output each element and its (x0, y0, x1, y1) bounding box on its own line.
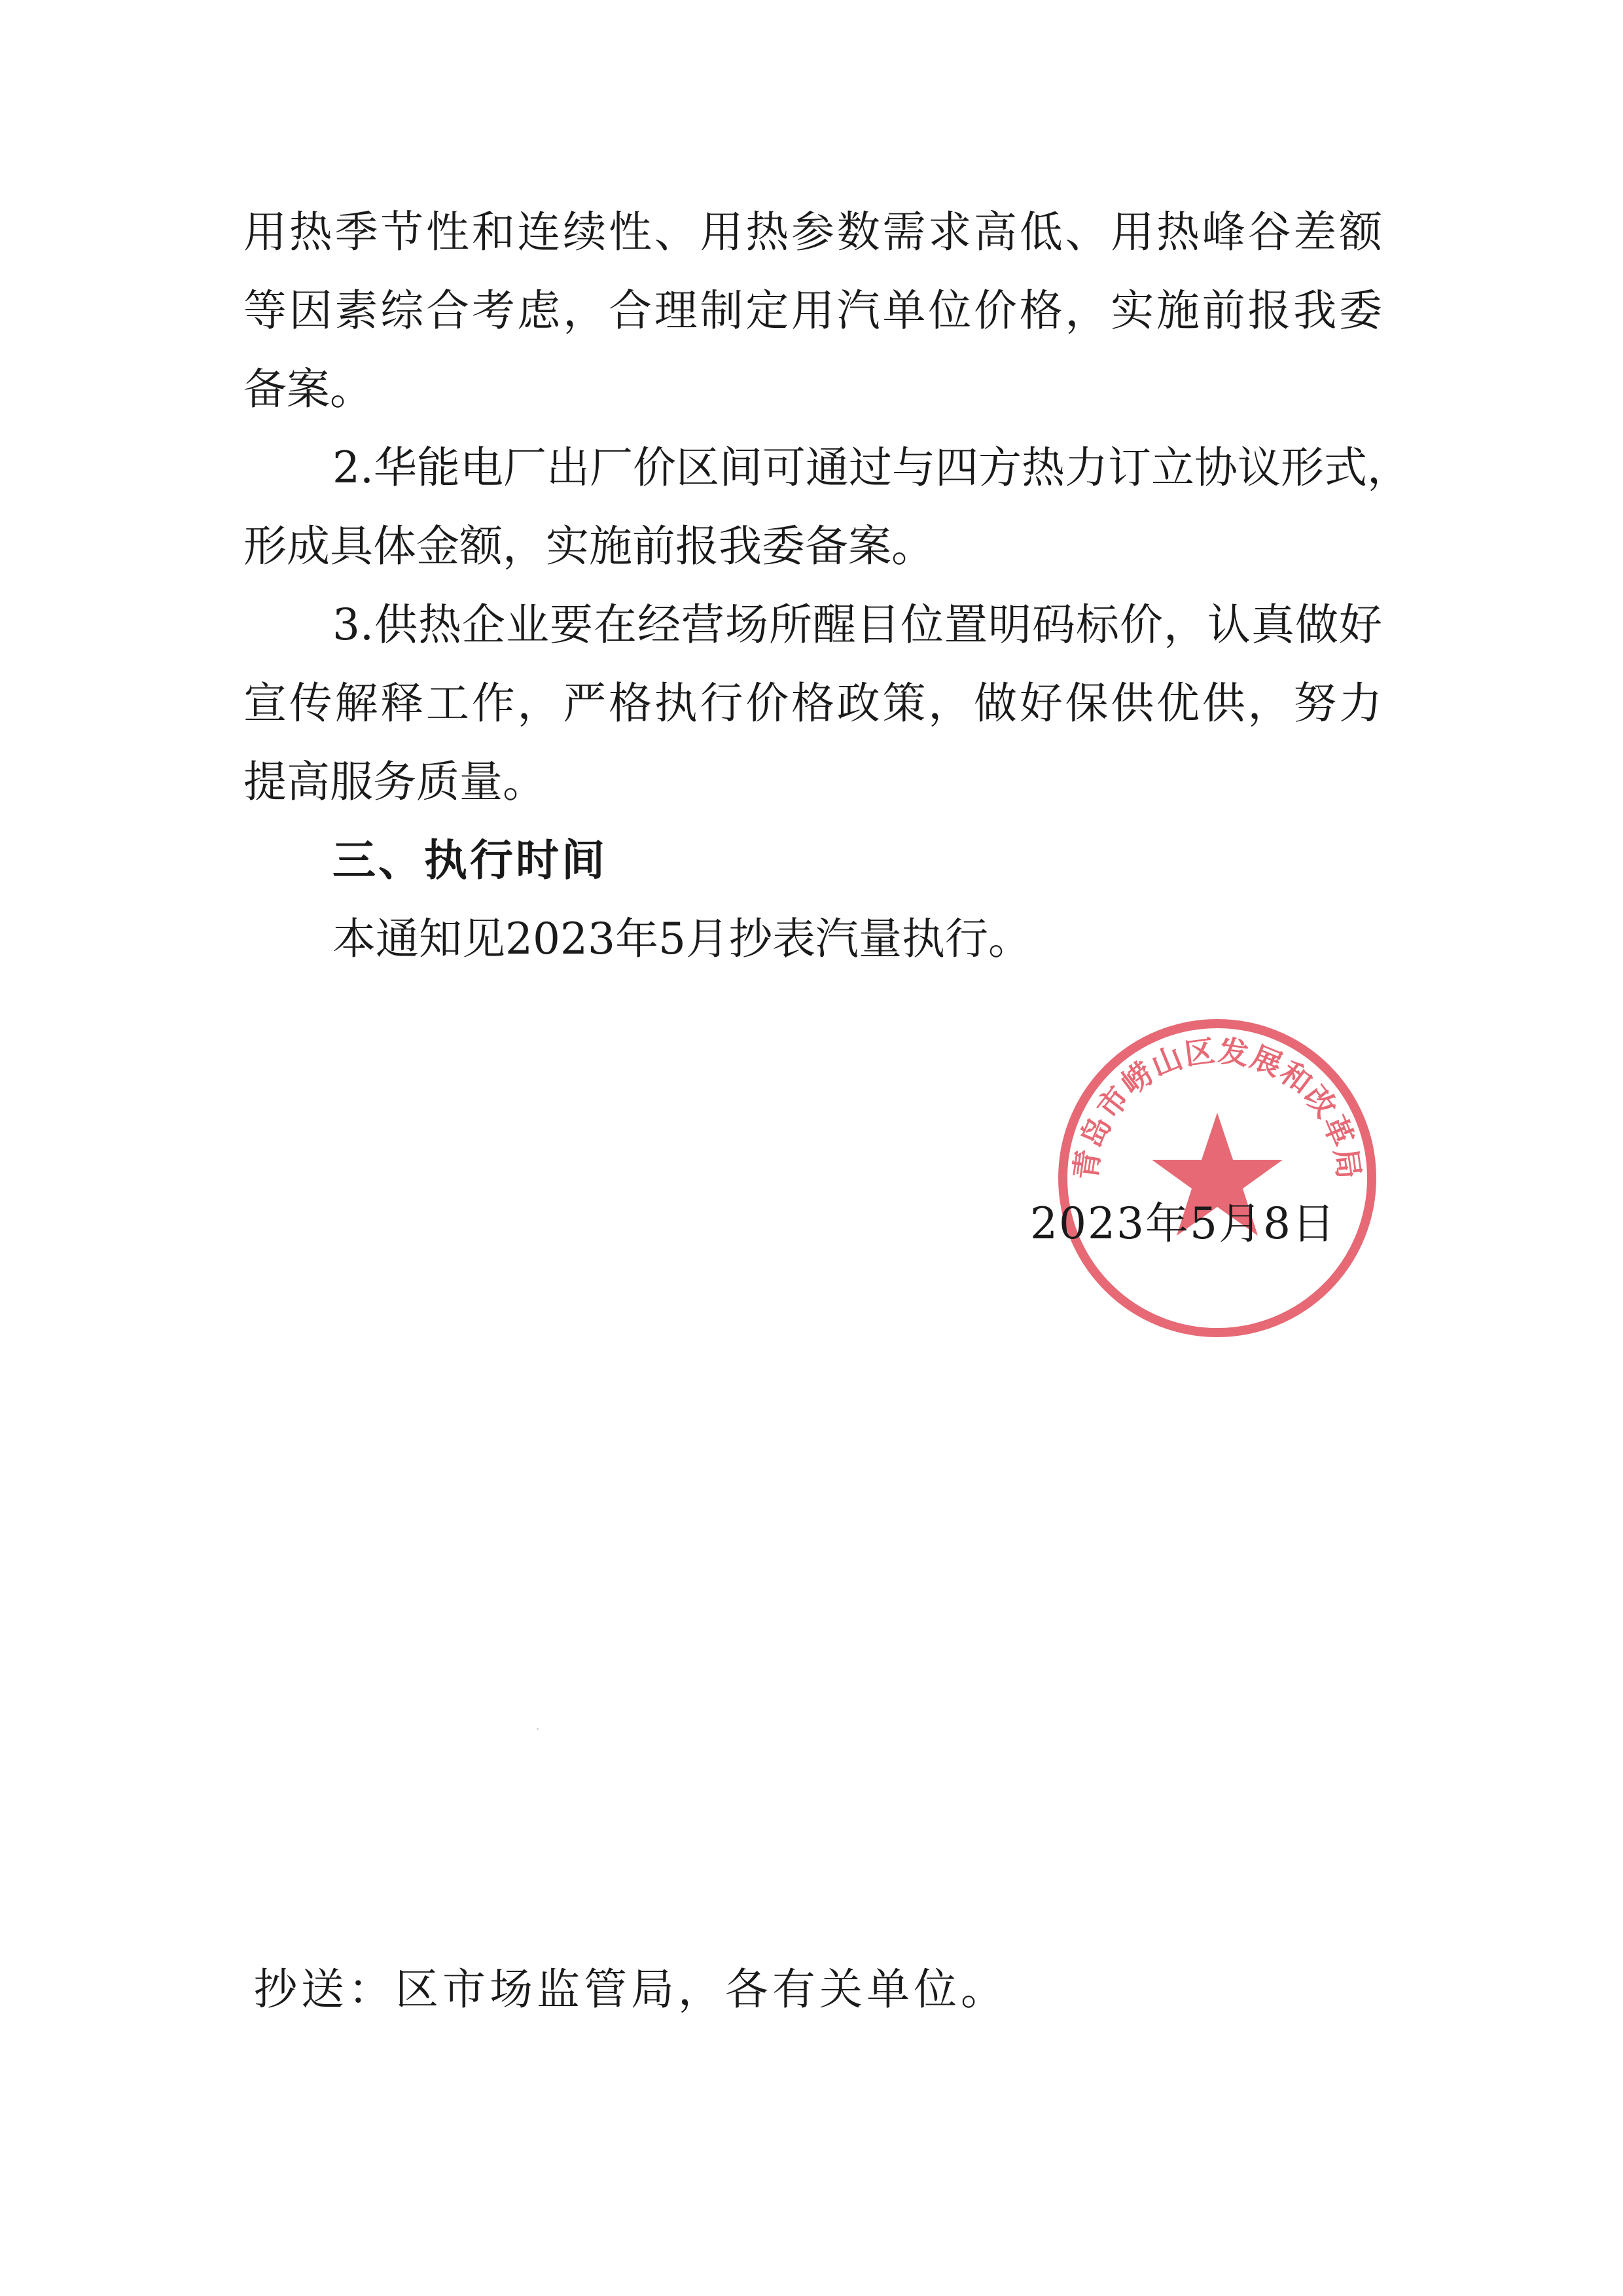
document-date: 2023年5月8日 (1030, 1198, 1336, 1249)
cc-recipients: 抄送：区市场监管局，各有关单位。 (254, 1964, 1008, 2015)
paragraph-2-line-1: 2.华能电厂出厂价区间可通过与四方热力订立协议形式， (332, 442, 1410, 493)
section-body: 本通知见2023年5月抄表汽量执行。 (332, 914, 1031, 964)
paragraph-1-line-3: 备案。 (243, 364, 373, 414)
svg-text:青岛市崂山区发展和改革局: 青岛市崂山区发展和改革局 (1067, 1033, 1368, 1183)
paragraph-1-line-2: 等因素综合考虑，合理制定用汽单位价格，实施前报我委 (243, 285, 1382, 336)
scan-speck (537, 1728, 539, 1730)
paragraph-3-line-2: 宣传解释工作，严格执行价格政策，做好保供优供，努力 (243, 678, 1382, 728)
section-heading: 三、执行时间 (332, 835, 607, 886)
paragraph-2-line-2: 形成具体金额，实施前报我委备案。 (243, 521, 935, 571)
paragraph-3-line-3: 提高服务质量。 (243, 757, 546, 807)
paragraph-3-line-1: 3.供热企业要在经营场所醒目位置明码标价，认真做好 (332, 600, 1382, 650)
paragraph-1-line-1: 用热季节性和连续性、用热参数需求高低、用热峰谷差额 (243, 207, 1382, 257)
star-seal-icon (1054, 1014, 1381, 1342)
